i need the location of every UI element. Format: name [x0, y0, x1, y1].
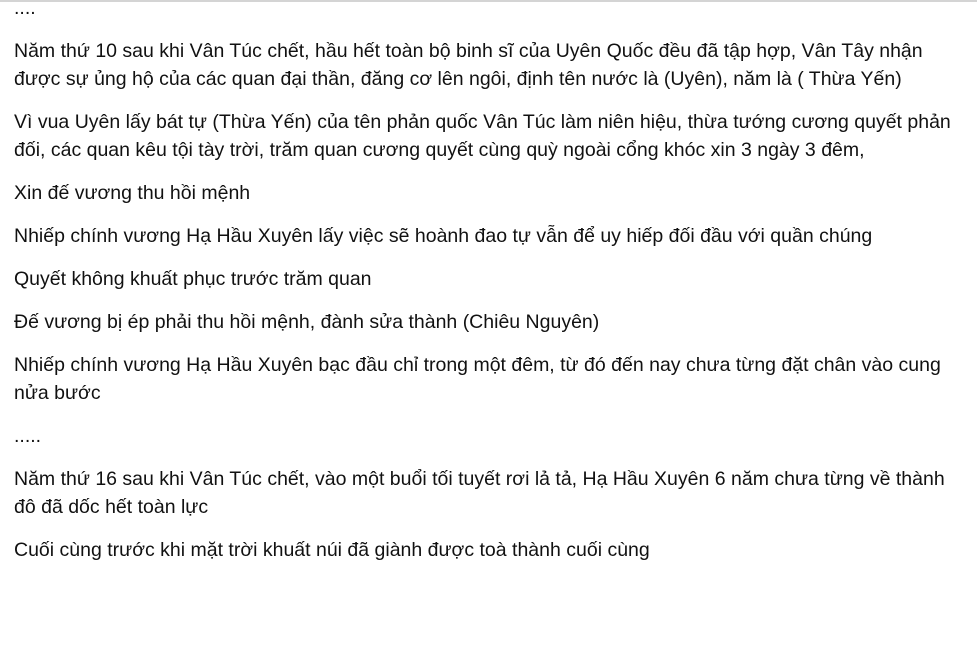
paragraph-plea: Xin đế vương thu hồi mệnh	[14, 182, 251, 204]
paragraph-emperor-forced: Đế vương bị ép phải thu hồi mệnh, đành sửa thành (Chiêu Nguyên)	[14, 311, 600, 333]
paragraph-regent-threat: Nhiếp chính vương Hạ Hầu Xuyên lấy việc sẽ hoành đao tự vẫn để uy hiếp đối đầu với quần chúng	[14, 225, 873, 247]
paragraph-final-city: Cuối cùng trước khi mặt trời khuất núi đã giành được toà thành cuối cùng	[14, 539, 650, 561]
paragraph-year-10: Năm thứ 10 sau khi Vân Túc chết, hầu hết toàn bộ binh sĩ của Uyên Quốc đều đã tập hợp, Vân Tây nhận được sự ủng hộ của các quan đại thần, đăng cơ lên ngôi, định tên nước là (Uyên), năm là ( Thừa Yến)	[14, 40, 929, 90]
paragraph-ellipsis-1: ....	[14, 0, 36, 19]
paragraph-era-name-protest: Vì vua Uyên lấy bát tự (Thừa Yến) của tên phản quốc Vân Túc làm niên hiệu, thừa tướng cương quyết phản đối, các quan kêu tội tày trời, trăm quan cương quyết cùng quỳ ngoài cổng khóc xin 3 ngày 3 đêm,	[14, 111, 957, 161]
paragraph-regent-white-hair: Nhiếp chính vương Hạ Hầu Xuyên bạc đầu chỉ trong một đêm, từ đó đến nay chưa từng đặt chân vào cung nửa bước	[14, 354, 947, 404]
paragraph-refusal: Quyết không khuất phục trước trăm quan	[14, 268, 372, 290]
paragraph-ellipsis-2: .....	[14, 425, 42, 447]
paragraph-year-16: Năm thứ 16 sau khi Vân Túc chết, vào một buổi tối tuyết rơi lả tả, Hạ Hầu Xuyên 6 năm chưa từng về thành đô đã dốc hết toàn lực	[14, 468, 951, 518]
